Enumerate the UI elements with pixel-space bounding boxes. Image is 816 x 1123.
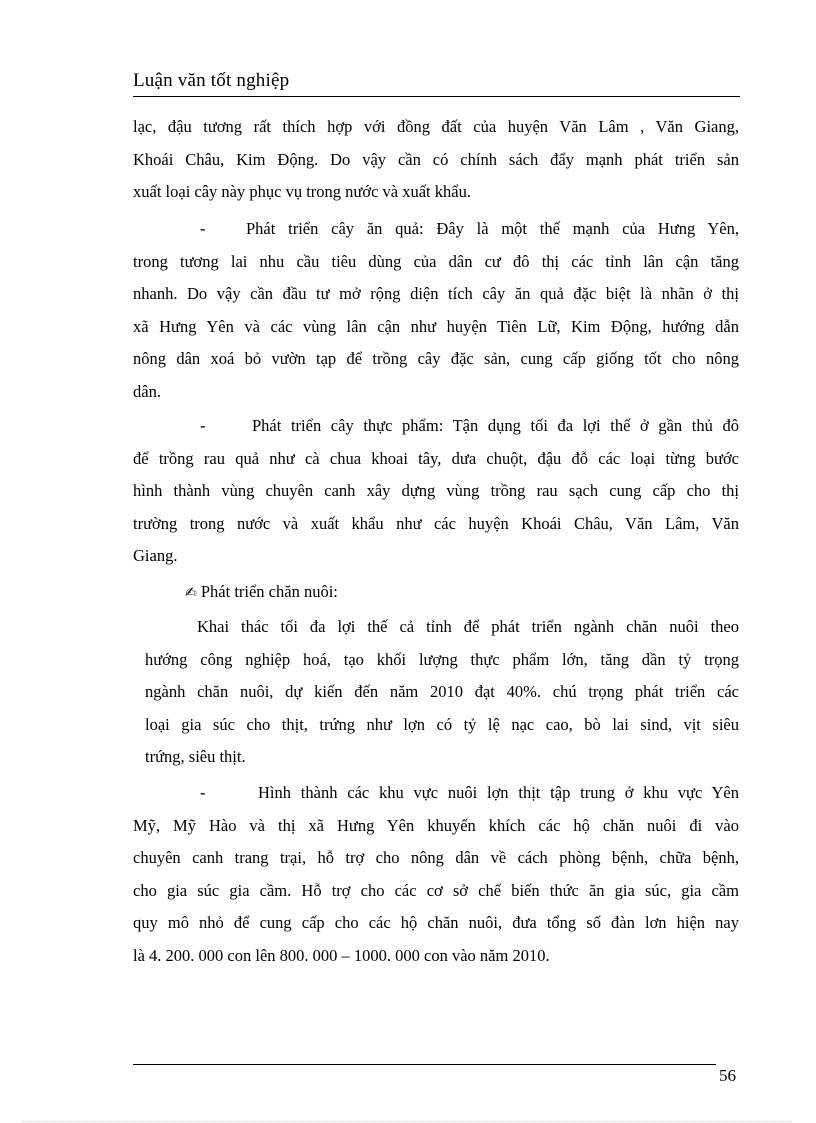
text-line: để trồng rau quả như cà chua khoai tây, dưa chuột, đậu đỗ các loại từng bước bbox=[133, 448, 739, 468]
text-line: nhanh. Do vậy cần đầu tư mở rộng diện tích cây ăn quả đặc biệt là nhãn ở thị bbox=[133, 284, 739, 303]
writing-hand-icon: ✍ bbox=[185, 585, 197, 601]
bullet-dash: - bbox=[200, 219, 206, 238]
text-line: trứng, siêu thịt. bbox=[145, 747, 246, 766]
text-line: trường trong nước và xuất khẩu như các huyện Khoái Châu, Văn Lâm, Văn bbox=[133, 513, 739, 533]
text-line: ngành chăn nuôi, dự kiến đến năm 2010 đạt 40%. chú trọng phát triển các bbox=[145, 682, 739, 701]
paragraph-1 bbox=[133, 111, 739, 209]
text-line: hình thành vùng chuyên canh xây dựng vùng trồng rau sạch cung cấp cho thị bbox=[133, 481, 739, 500]
running-header: Luận văn tốt nghiệp bbox=[133, 70, 290, 91]
text-line: chuyên canh trang trại, hỗ trợ cho nông dân về cách phòng bệnh, chữa bệnh, bbox=[133, 848, 739, 867]
text-line: loại gia súc cho thịt, trứng như lợn có tỷ lệ nạc cao, bò lai sind, vịt siêu bbox=[145, 714, 739, 734]
section-title: Phát triển chăn nuôi: bbox=[200, 582, 338, 601]
text-line: trong tương lai nhu cầu tiêu dùng của dân cư đô thị các tỉnh lân cận tăng bbox=[133, 251, 739, 271]
header-divider bbox=[133, 96, 740, 97]
text-line: cho gia súc gia cầm. Hỗ trợ cho các cơ sở chế biến thức ăn gia súc, gia cầm bbox=[133, 880, 739, 900]
paragraph-4 bbox=[133, 611, 739, 774]
text-line: quy mô nhỏ để cung cấp cho các hộ chăn nuôi, đưa tổng số đàn lơn hiện nay bbox=[133, 913, 739, 932]
bullet-dash: - bbox=[200, 783, 206, 802]
text-line: Khai thác tối đa lợi thế cả tỉnh để phát triển ngành chăn nuôi theo bbox=[197, 617, 739, 636]
text-line: xuất loại cây này phục vụ trong nước và xuất khẩu. bbox=[133, 182, 471, 201]
bullet-dash: - bbox=[200, 416, 206, 435]
paragraph-5 bbox=[133, 777, 739, 972]
text-line: Giang. bbox=[133, 546, 178, 565]
text-line: Phát triển cây ăn quả: Đây là một thế mạnh của Hưng Yên, bbox=[246, 219, 739, 238]
text-line: Mỹ, Mỹ Hào và thị xã Hưng Yên khuyến khích các hộ chăn nuôi đi vào bbox=[133, 815, 739, 835]
text-line: hướng công nghiệp hoá, tạo khối lượng thực phẩm lớn, tăng dần tỷ trọng bbox=[145, 649, 739, 669]
paragraph-2 bbox=[133, 213, 739, 408]
text-line: lạc, đậu tương rất thích hợp với đồng đất của huyện Văn Lâm , Văn Giang, bbox=[133, 117, 739, 136]
section-heading bbox=[185, 576, 585, 609]
text-line: dân. bbox=[133, 381, 161, 401]
text-line: Khoái Châu, Kim Động. Do vậy cần có chính sách đẩy mạnh phát triển sản bbox=[133, 149, 739, 169]
page-number: 56 bbox=[719, 1066, 736, 1085]
text-line: xã Hưng Yên và các vùng lân cận như huyện Tiên Lữ, Kim Động, hướng dẫn bbox=[133, 316, 739, 336]
text-line: nông dân xoá bỏ vườn tạp để trồng cây đặc sản, cung cấp giống tốt cho nông bbox=[133, 349, 739, 368]
footer-divider bbox=[133, 1064, 716, 1065]
paragraph-3 bbox=[133, 410, 739, 573]
text-line: Phát triển cây thực phẩm: Tận dụng tối đa lợi thế ở gần thủ đô bbox=[252, 416, 739, 435]
page-edge-divider bbox=[22, 1121, 792, 1122]
text-line: Hình thành các khu vực nuôi lợn thịt tập trung ở khu vực Yên bbox=[258, 783, 739, 802]
text-line: là 4. 200. 000 con lên 800. 000 – 1000. 000 con vào năm 2010. bbox=[133, 945, 550, 965]
